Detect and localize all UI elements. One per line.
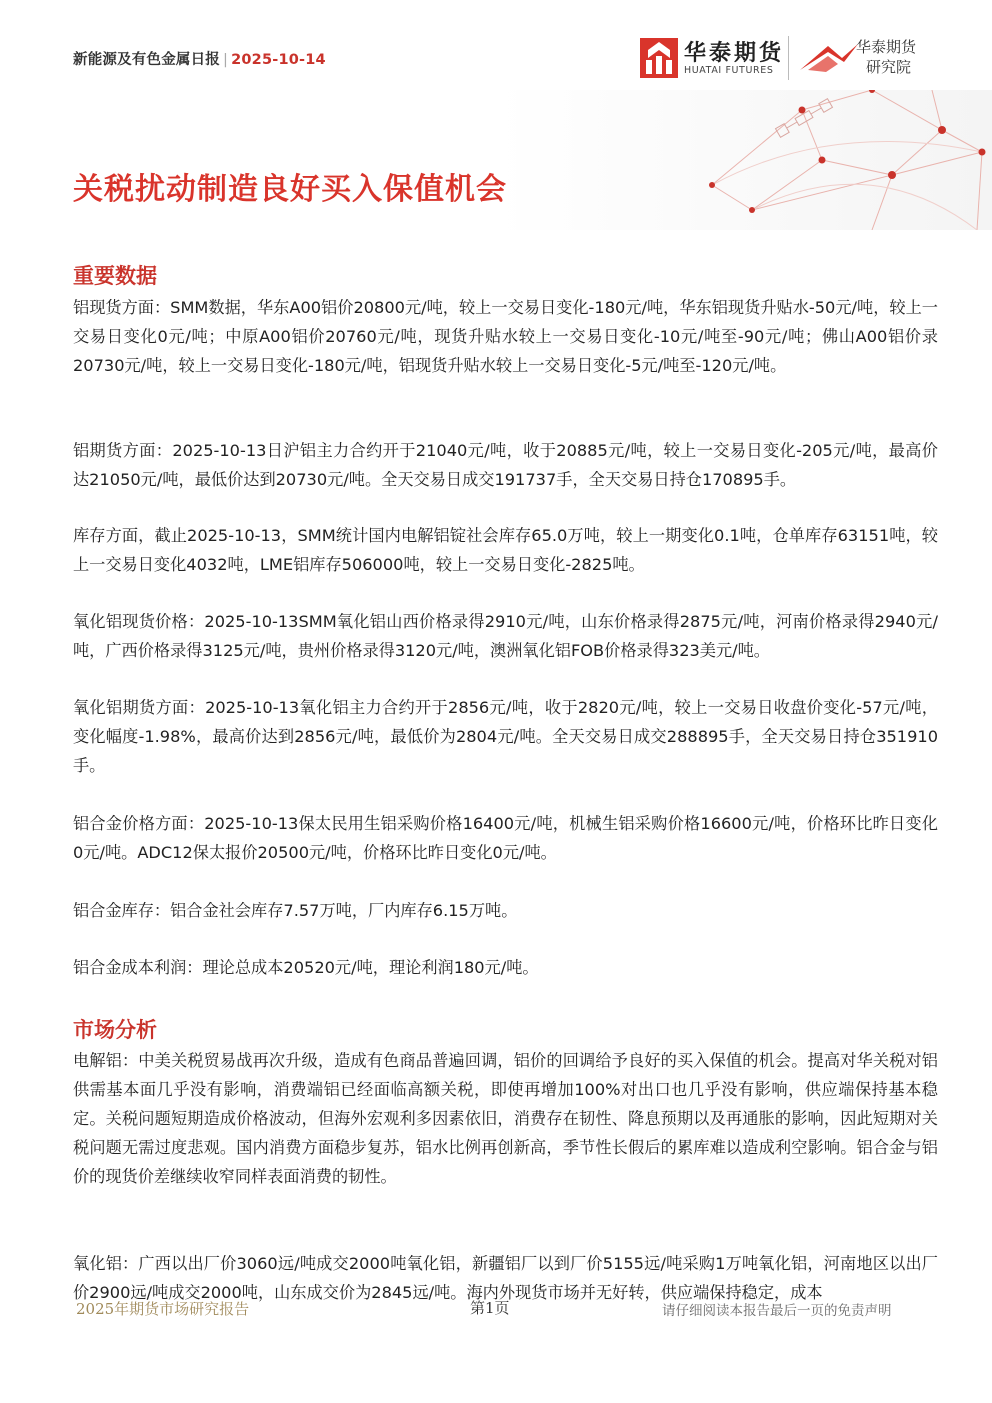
- report-title: 关税扰动制造良好买入保值机会: [73, 172, 507, 207]
- logo-divider: [788, 36, 789, 80]
- page-number: 第1页: [470, 1299, 510, 1317]
- paragraph-inventory: 库存方面，截止2025-10-13，SMM统计国内电解铝锭社会库存65.0万吨，较上一期变化0.1吨，仓单库存63151吨，较上一交易日变化4032吨，LME铝库存506000吨，较上一交易日变化-2825吨。: [73, 526, 938, 574]
- paragraph-alloy-cost-profit: 铝合金成本利润：理论总成本20520元/吨，理论利润180元/吨。: [73, 958, 539, 977]
- paragraph-alloy-inventory: 铝合金库存：铝合金社会库存7.57万吨，厂内库存6.15万吨。: [73, 901, 518, 920]
- paragraph-alumina-spot: 氧化铝现货价格：2025-10-13SMM氧化铝山西价格录得2910元/吨，山东价格录得2875元/吨，河南价格录得2940元/吨，广西价格录得3125元/吨，贵州价格录得3120元/吨，澳洲氧化铝FOB价格录得323美元/吨。: [73, 612, 938, 660]
- report-name: 新能源及有色金属日报: [73, 52, 220, 68]
- paragraph-aluminum-spot: 铝现货方面：SMM数据，华东A00铝价20800元/吨，较上一交易日变化-180元/吨，华东铝现货升贴水-50元/吨，较上一交易日变化0元/吨；中原A00铝价20760元/吨，现货升贴水较上一交易日变化-10元/吨至-90元/吨；佛山A00铝价录20730元/吨，较上一交易日变化-180元/吨，铝现货升贴水较上一交易日变化-5元/吨至-120元/吨。: [73, 298, 938, 375]
- footer-disclaimer-note: 请仔细阅读本报告最后一页的免责声明: [662, 1303, 892, 1319]
- company-name-en: HUATAI FUTURES: [684, 65, 774, 76]
- title-banner: [0, 90, 992, 230]
- header-separator: |: [223, 52, 229, 68]
- page-footer: [0, 1290, 992, 1340]
- network-graphic: [572, 90, 992, 230]
- paragraph-alumina-analysis: 氧化铝：广西以出厂价3060远/吨成交2000吨氧化铝，新疆铝厂以到厂价5155远/吨采购1万吨氧化铝，河南地区以出厂价2900远/吨成交2000吨，山东成交价为2845远/吨。海内外现货市场并无好转，供应端保持稳定，成本: [73, 1254, 938, 1302]
- huatai-logo-icon: [640, 38, 678, 78]
- section-title-key-data: 重要数据: [73, 264, 157, 288]
- footer-report-name: 2025年期货市场研究报告: [76, 1300, 250, 1318]
- section-title-market-analysis: 市场分析: [73, 1018, 157, 1042]
- institute-name: 华泰期货: [856, 38, 917, 56]
- paragraph-alumina-futures: 氧化铝期货方面：2025-10-13氧化铝主力合约开于2856元/吨，收于2820元/吨，较上一交易日收盘价变化-57元/吨，变化幅度-1.98%，最高价达到2856元/吨，最低价为2804元/吨。全天交易日成交288895手，全天交易日持仓351910手。: [73, 698, 938, 775]
- report-header: [73, 48, 326, 69]
- report-date: 2025-10-14: [231, 52, 326, 68]
- paragraph-electrolytic-aluminum: 电解铝：中美关税贸易战再次升级，造成有色商品普遍回调，铝价的回调给予良好的买入保值的机会。提高对华关税对铝供需基本面几乎没有影响，消费端铝已经面临高额关税，即使再增加100%对出口也几乎没有影响，供应端保持基本稳定。关税问题短期造成价格波动，但海外宏观利多因素依旧，消费存在韧性、降息预期以及再通胀的影响，因此短期对关税问题无需过度悲观。国内消费方面稳步复苏，铝水比例再创新高，季节性长假后的累库难以造成利空影响。铝合金与铝价的现货价差继续收窄同样表面消费的韧性。: [73, 1051, 938, 1186]
- paragraph-aluminum-futures: 铝期货方面：2025-10-13日沪铝主力合约开于21040元/吨，收于20885元/吨，较上一交易日变化-205元/吨，最高价达21050元/吨，最低价达到20730元/吨。全天交易日成交191737手，全天交易日持仓170895手。: [73, 441, 938, 489]
- institute-logo-icon: [798, 40, 860, 76]
- paragraph-alloy-price: 铝合金价格方面：2025-10-13保太民用生铝采购价格16400元/吨，机械生铝采购价格16600元/吨，价格环比昨日变化0元/吨。ADC12保太报价20500元/吨，价格环比昨日变化0元/吨。: [73, 814, 938, 862]
- company-logo: [640, 32, 930, 84]
- institute-subtitle: 研究院: [866, 58, 912, 76]
- company-name-cn: 华泰期货: [684, 41, 785, 66]
